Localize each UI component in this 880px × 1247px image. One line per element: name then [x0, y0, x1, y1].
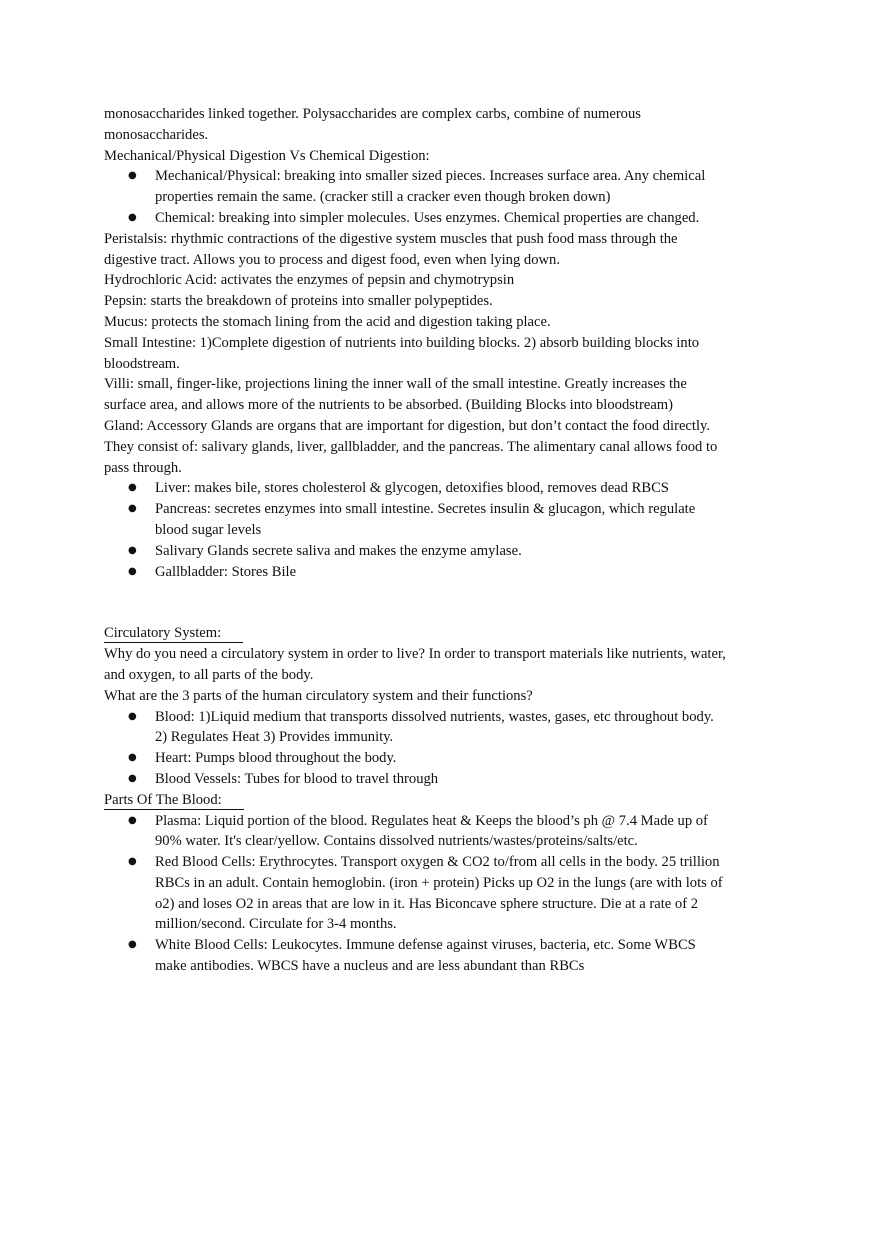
- term-pepsin: Pepsin: starts the breakdown of proteins into smaller polypeptides.: [104, 293, 493, 310]
- list-item: ● Pancreas: secretes enzymes into small intestine. Secretes insulin & glucagon, which regulate blood sugar levels: [104, 499, 729, 541]
- circulatory-section: [104, 623, 729, 789]
- list-item: ● White Blood Cells: Leukocytes. Immune defense against viruses, bacteria, etc. Some WBCS make antibodies. WBCS have a nucleus and are less abundant than RBCs: [104, 935, 729, 977]
- list-item: ● Salivary Glands secrete saliva and makes the enzyme amylase.: [104, 541, 729, 562]
- paragraph: Why do you need a circulatory system in order to live? In order to transport materials like nutrients, water, and oxygen, to all parts of the body.: [104, 646, 726, 683]
- paragraph: monosaccharides linked together. Polysaccharides are complex carbs, combine of numerous monosaccharides.: [104, 106, 641, 143]
- term-small-intestine: Small Intestine: 1)Complete digestion of nutrients into building blocks. 2) absorb building blocks into bloodstream.: [104, 334, 700, 372]
- term-villi: Villi: small, finger-like, projections lining the inner wall of the small intestine. Greatly increases the surface area, and allows more of the nutrients to be absorbed. (Building Blocks into bloodstream): [104, 376, 687, 414]
- list-item: ● Blood Vessels: Tubes for blood to travel through: [104, 769, 729, 790]
- list-item: ● Red Blood Cells: Erythrocytes. Transport oxygen & CO2 to/from all cells in the body. 25 trillion RBCs in an adult. Contain hemoglobin. (iron + protein) Picks up O2 in the lungs (are with lots of o2) and loses O2 in areas that are low in it. Has Biconcave sphere structure. Die at a rate of 2 million/second. Circulate for 3-4 months.: [104, 852, 729, 935]
- list-item: ● Chemical: breaking into simpler molecules. Uses enzymes. Chemical properties are changed.: [104, 208, 729, 229]
- list-item: ● Gallbladder: Stores Bile: [104, 562, 729, 583]
- section-heading: Circulatory System:: [104, 624, 243, 643]
- term-gland: Gland: Accessory Glands are organs that are important for digestion, but don’t contact the food directly. They consist of: salivary glands, liver, gallbladder, and the pancreas. The alimentary canal allows food to pass through.: [104, 417, 718, 476]
- list-item: ● Liver: makes bile, stores cholesterol & glycogen, detoxifies blood, removes dead RBCS: [104, 478, 729, 499]
- glands-list: [104, 478, 729, 582]
- list-item: ● Blood: 1)Liquid medium that transports dissolved nutrients, wastes, gases, etc throughout body. 2) Regulates Heat 3) Provides immunity.: [104, 707, 729, 749]
- paragraph: What are the 3 parts of the human circulatory system and their functions?: [104, 687, 533, 704]
- term-peristalsis: Peristalsis: rhythmic contractions of the digestive system muscles that push food mass through the digestive tract. Allows you to process and digest food, even when lying down.: [104, 230, 678, 268]
- section-gap: [104, 582, 729, 623]
- list-item: ● Heart: Pumps blood throughout the body.: [104, 748, 729, 769]
- list-item: ● Plasma: Liquid portion of the blood. Regulates heat & Keeps the blood’s ph @ 7.4 Made up of 90% water. It's clear/yellow. Contains dissolved nutrients/wastes/proteins/salts/etc.: [104, 811, 729, 853]
- circulatory-parts-list: [104, 707, 729, 790]
- blood-section: [104, 790, 729, 977]
- term-mucus: Mucus: protects the stomach lining from the acid and digestion taking place.: [104, 313, 551, 330]
- paragraph: Mechanical/Physical Digestion Vs Chemical Digestion:: [104, 147, 430, 164]
- blood-parts-list: [104, 811, 729, 977]
- digestion-types-list: [104, 166, 729, 228]
- section-heading: Parts Of The Blood:: [104, 791, 244, 810]
- list-item: ● Mechanical/Physical: breaking into smaller sized pieces. Increases surface area. Any chemical properties remain the same. (cracker still a cracker even though broken down): [104, 166, 729, 208]
- term-hydrochloric-acid: Hydrochloric Acid: activates the enzymes of pepsin and chymotrypsin: [104, 272, 515, 289]
- document-body: [104, 104, 729, 977]
